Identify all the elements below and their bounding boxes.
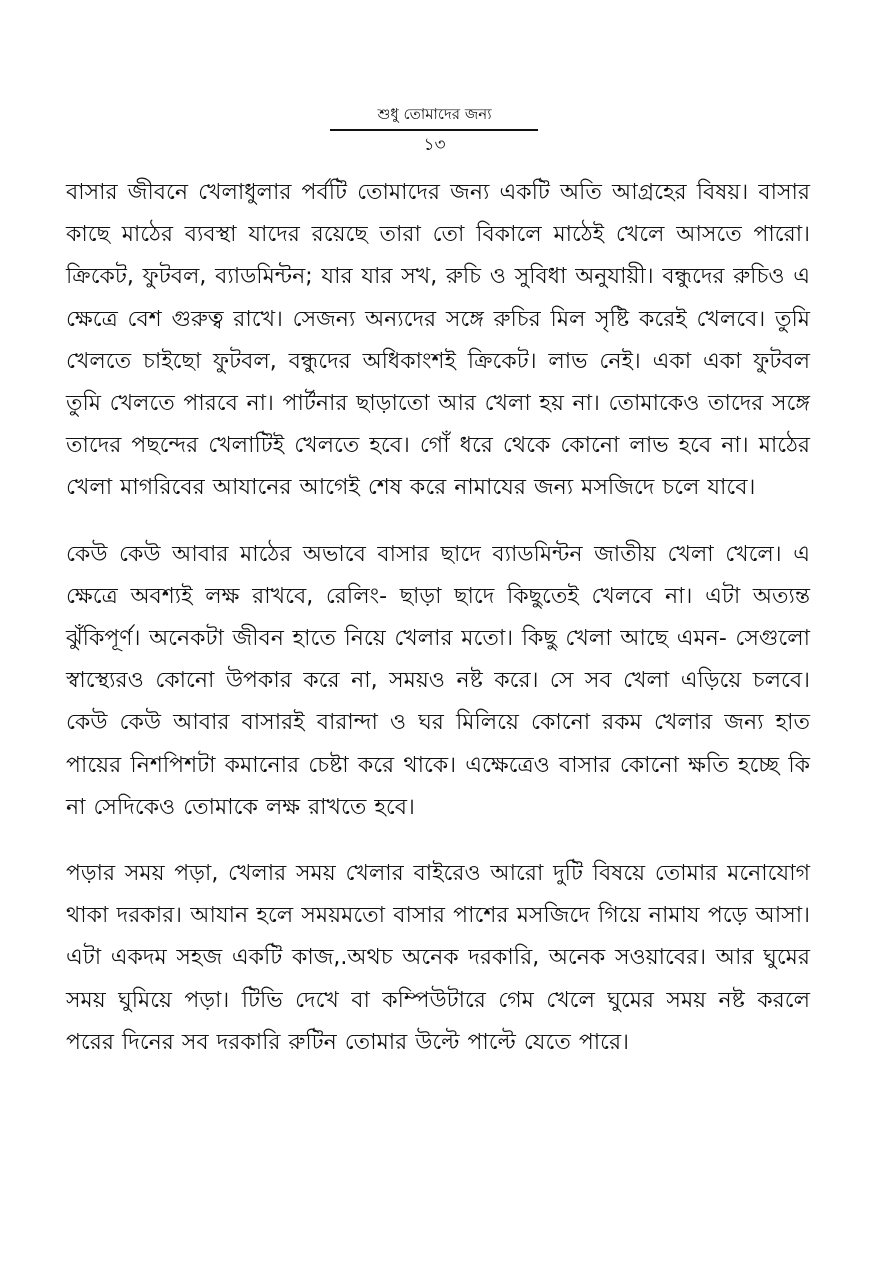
paragraph-2: কেউ কেউ আবার মাঠের অভাবে বাসার ছাদে ব্যাডমিন্টন জাতীয় খেলা খেলে। এ ক্ষেত্রে অবশ্যই লক্ষ রাখবে, রেলিং- ছাড়া ছাদে কিছুতেই খেলবে না। এটা অত্যন্ত ঝুঁকিপূর্ণ। অনেকটা জীবন হাতে নিয়ে খেলার মতো। কিছু খেলা আছে এমন- সেগুলো স্বাস্থ্যেরও কোনো উপকার করে না, সময়ও নষ্ট করে। সে সব খেলা এড়িয়ে চলবে। কেউ কেউ আবার বাসারই বারান্দা ও ঘর মিলিয়ে কোনো রকম খেলার জন্য হাত পায়ের নিশপিশটা কমানোর চেষ্টা করে থাকে। এক্ষেত্রেও বাসার কোনো ক্ষতি হচ্ছে কি না সেদিকেও তোমাকে লক্ষ রাখতে হবে। xyxy=(66,541,810,820)
paragraph-3: পড়ার সময় পড়া, খেলার সময় খেলার বাইরেও আরো দুটি বিষয়ে তোমার মনোযোগ থাকা দরকার। আযান হলে সময়মতো বাসার পাশের মসজিদে গিয়ে নামায পড়ে আসা। এটা একদম সহজ একটি কাজ,.অথচ অনেক দরকারি, অনেক সওয়াবের। আর ঘুমের সময় ঘুমিয়ে পড়া। টিভি দেখে বা কম্পিউটারে গেম খেলে ঘুমের সময় নষ্ট করলে পরের দিনের সব দরকারি রুটিন তোমার উল্টে পাল্টে যেতে পারে। xyxy=(66,861,810,1055)
paragraph-1: বাসার জীবনে খেলাধুলার পর্বটি তোমাদের জন্য একটি অতি আগ্রহের বিষয়। বাসার কাছে মাঠের ব্যবস্থা যাদের রয়েছে তারা তো বিকালে মাঠেই খেলে আসতে পারো। ক্রিকেট, ফুটবল, ব্যাডমিন্টন; যার যার সখ, রুচি ও সুবিধা অনুযায়ী। বন্ধুদের রুচিও এ ক্ষেত্রে বেশ গুরুত্ব রাখে। সেজন্য অন্যদের সঙ্গে রুচির মিল সৃষ্টি করেই খেলবে। তুমি খেলতে চাইছো ফুটবল, বন্ধুদের অধিকাংশই ক্রিকেট। লাভ নেই। একা একা ফুটবল তুমি খেলতে পারবে না। পার্টনার ছাড়াতো আর খেলা হয় না। তোমাকেও তাদের সঙ্গে তাদের পছন্দের খেলাটিই খেলতে হবে। গোঁ ধরে থেকে কোনো লাভ হবে না। মাঠের খেলা মাগরিবের আযানের আগেই শেষ করে নামাযের জন্য মসজিদে চলে যাবে। xyxy=(66,180,810,501)
body-text xyxy=(66,172,810,1088)
page-number: ১৩ xyxy=(423,135,446,155)
header-divider xyxy=(330,129,538,131)
running-header-title: শুধু তোমাদের জন্য xyxy=(377,105,492,123)
